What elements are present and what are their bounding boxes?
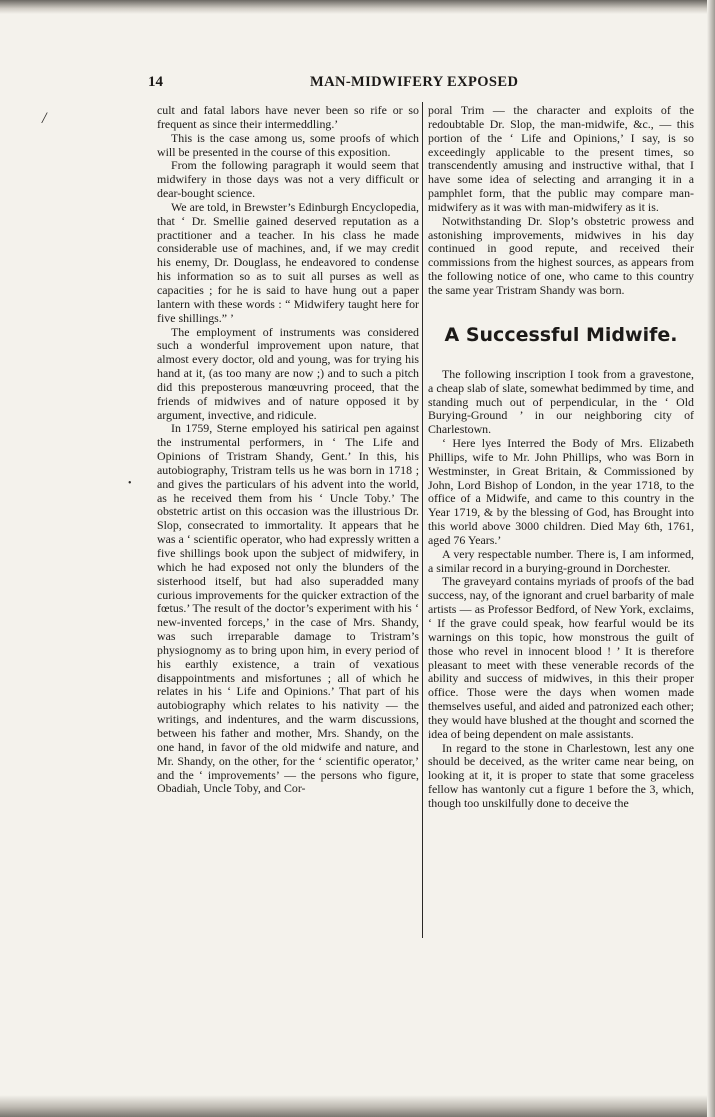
page-number: 14 <box>148 74 163 90</box>
scan-edge-bottom <box>0 1095 715 1117</box>
paragraph: poral Trim — the character and exploits of the redoubtable Dr. Slop, the man-midwife, &c., — this portion of the ‘ Life and Opinions,’ I say, is so exceedingly applicable to the present times, so transcendently amusing and instructive withal, that I have some idea of selecting and arranging it in a pamphlet form, that the public may compare man-midwifery as it was with man-midwifery as it is. <box>428 103 694 214</box>
paragraph: In regard to the stone in Charlestown, lest any one should be deceived, as the writer came near being, on looking at it, it is proper to state that some graceless fellow has wantonly cut a figure 1 before the 3, which, though too unskilfully done to deceive the <box>428 740 694 810</box>
page-header <box>148 74 678 96</box>
scan-edge-right <box>707 0 715 1117</box>
margin-mark: / <box>42 110 47 127</box>
paragraph: We are told, in Brewster’s Edinburgh Encyclopedia, that ‘ Dr. Smellie gained deserved reputation as a practitioner and a teacher. In his class he made considerable use of machines, and, if we may credit his enemy, Dr. Douglass, he endeavored to condense his information so as to suit all purses as well as capacities ; for he is said to have hung out a paper lantern with these words : “ Midwifery taught here for five shillings.” ’ <box>157 199 419 325</box>
paragraph: The following inscription I took from a gravestone, a cheap slab of slate, somewhat bedimmed by time, and standing much out of perpendicular, in the ‘ Old Burying-Ground ’ in our neighboring city of Charlestown. <box>428 366 694 437</box>
left-column <box>157 104 419 796</box>
margin-dot: • <box>128 478 132 489</box>
paragraph: The employment of instruments was considered such a wonderful improvement upon nature, that almost every doctor, old and young, was for trying his hand at it, (as too many are now ;) and to such a pitch did this preposterous manœuvring proceed, that the friends of midwives and of nature opposed it by argument, invective, and ridicule. <box>157 324 419 422</box>
running-title: MAN-MIDWIFERY EXPOSED <box>310 74 519 90</box>
paragraph: This is the case among us, some proofs of which will be presented in the course of this exposition. <box>157 130 419 159</box>
right-column <box>428 104 694 811</box>
paragraph: In 1759, Sterne employed his satirical pen against the instrumental performers, in ‘ The Life and Opinions of Tristram Shandy, Gent.’ In this, his autobiography, Tristram tells us he was born in 1718 ; and gives the particulars of his advent into the world, as he received them from his ‘ Uncle Toby.’ The obstetric artist on this occasion was the illustrious Dr. Slop, consecrated to immortality. It appears that he was a ‘ scientific operator, who had expressly written a five shillings book upon the subject of midwifery, in which he had exposed not only the blunders of the sisterhood itself, but had also superadded many curious improvements for the quicker extraction of the fœtus.’ The result of the doctor’s experiment with his ‘ new-invented forceps,’ in the case of Mrs. Shandy, was such irreparable damage to Tristram’s physiognomy as to bring upon him, in every period of his earthly existence, a train of vexatious disappointments and misfortunes ; all of which he relates in his ‘ Life and Opinions.’ That part of his autobiography which relates to his nativity — the writings, and indentures, and the warm discussions, between his father and mother, Mrs. Shandy, on the one hand, in favor of the old midwife and nature, and Mr. Shandy, on the other, for the ‘ scientific operator,’ and the ‘ improvements’ — the persons who figure, Obadiah, Uncle Toby, and Cor- <box>157 421 419 796</box>
column-divider <box>422 102 423 938</box>
paragraph: The graveyard contains myriads of proofs of the bad success, nay, of the ignorant and cruel barbarity of male artists — as Professor Bedford, of New York, exclaims, ‘ If the grave could speak, how fearful would be its warnings on this topic, how monstrous the guilt of those who revel in innocent blood ! ’ It is therefore pleasant to meet with these venerable records of the ability and success of midwives, in this their proper office. Those were the days when women made themselves useful, and aided and patronized each other; they would have blushed at the thought and scorned the idea of being dependent on male assistants. <box>428 574 694 741</box>
paragraph: Notwithstanding Dr. Slop’s obstetric prowess and astonishing improvements, midwives in his day continued in good repute, and received their commissions from the highest sources, as appears from the following notice of one, who came to this country the same year Tristram Shandy was born. <box>428 213 694 297</box>
scan-edge-top <box>0 0 715 14</box>
section-heading: A Successful Midwife. <box>444 323 678 346</box>
paragraph: cult and fatal labors have never been so rife or so frequent as since their intermeddling.’ <box>157 103 419 131</box>
paragraph: ‘ Here lyes Interred the Body of Mrs. Elizabeth Phillips, wife to Mr. John Phillips, who was Born in Westminster, in Great Britain, & Commissioned by John, Lord Bishop of London, in the year 1718, to the office of a Midwife, and came to this country in the Year 1719, & by the blessing of God, has Brought into this world above 3000 children. Died May 6th, 1761, aged 76 Years.’ <box>428 436 694 547</box>
paragraph: From the following paragraph it would seem that midwifery in those days was not a very difficult or dear-bought science. <box>157 158 419 201</box>
paragraph: A very respectable number. There is, I am informed, a similar record in a burying-ground in Dorchester. <box>428 546 694 575</box>
